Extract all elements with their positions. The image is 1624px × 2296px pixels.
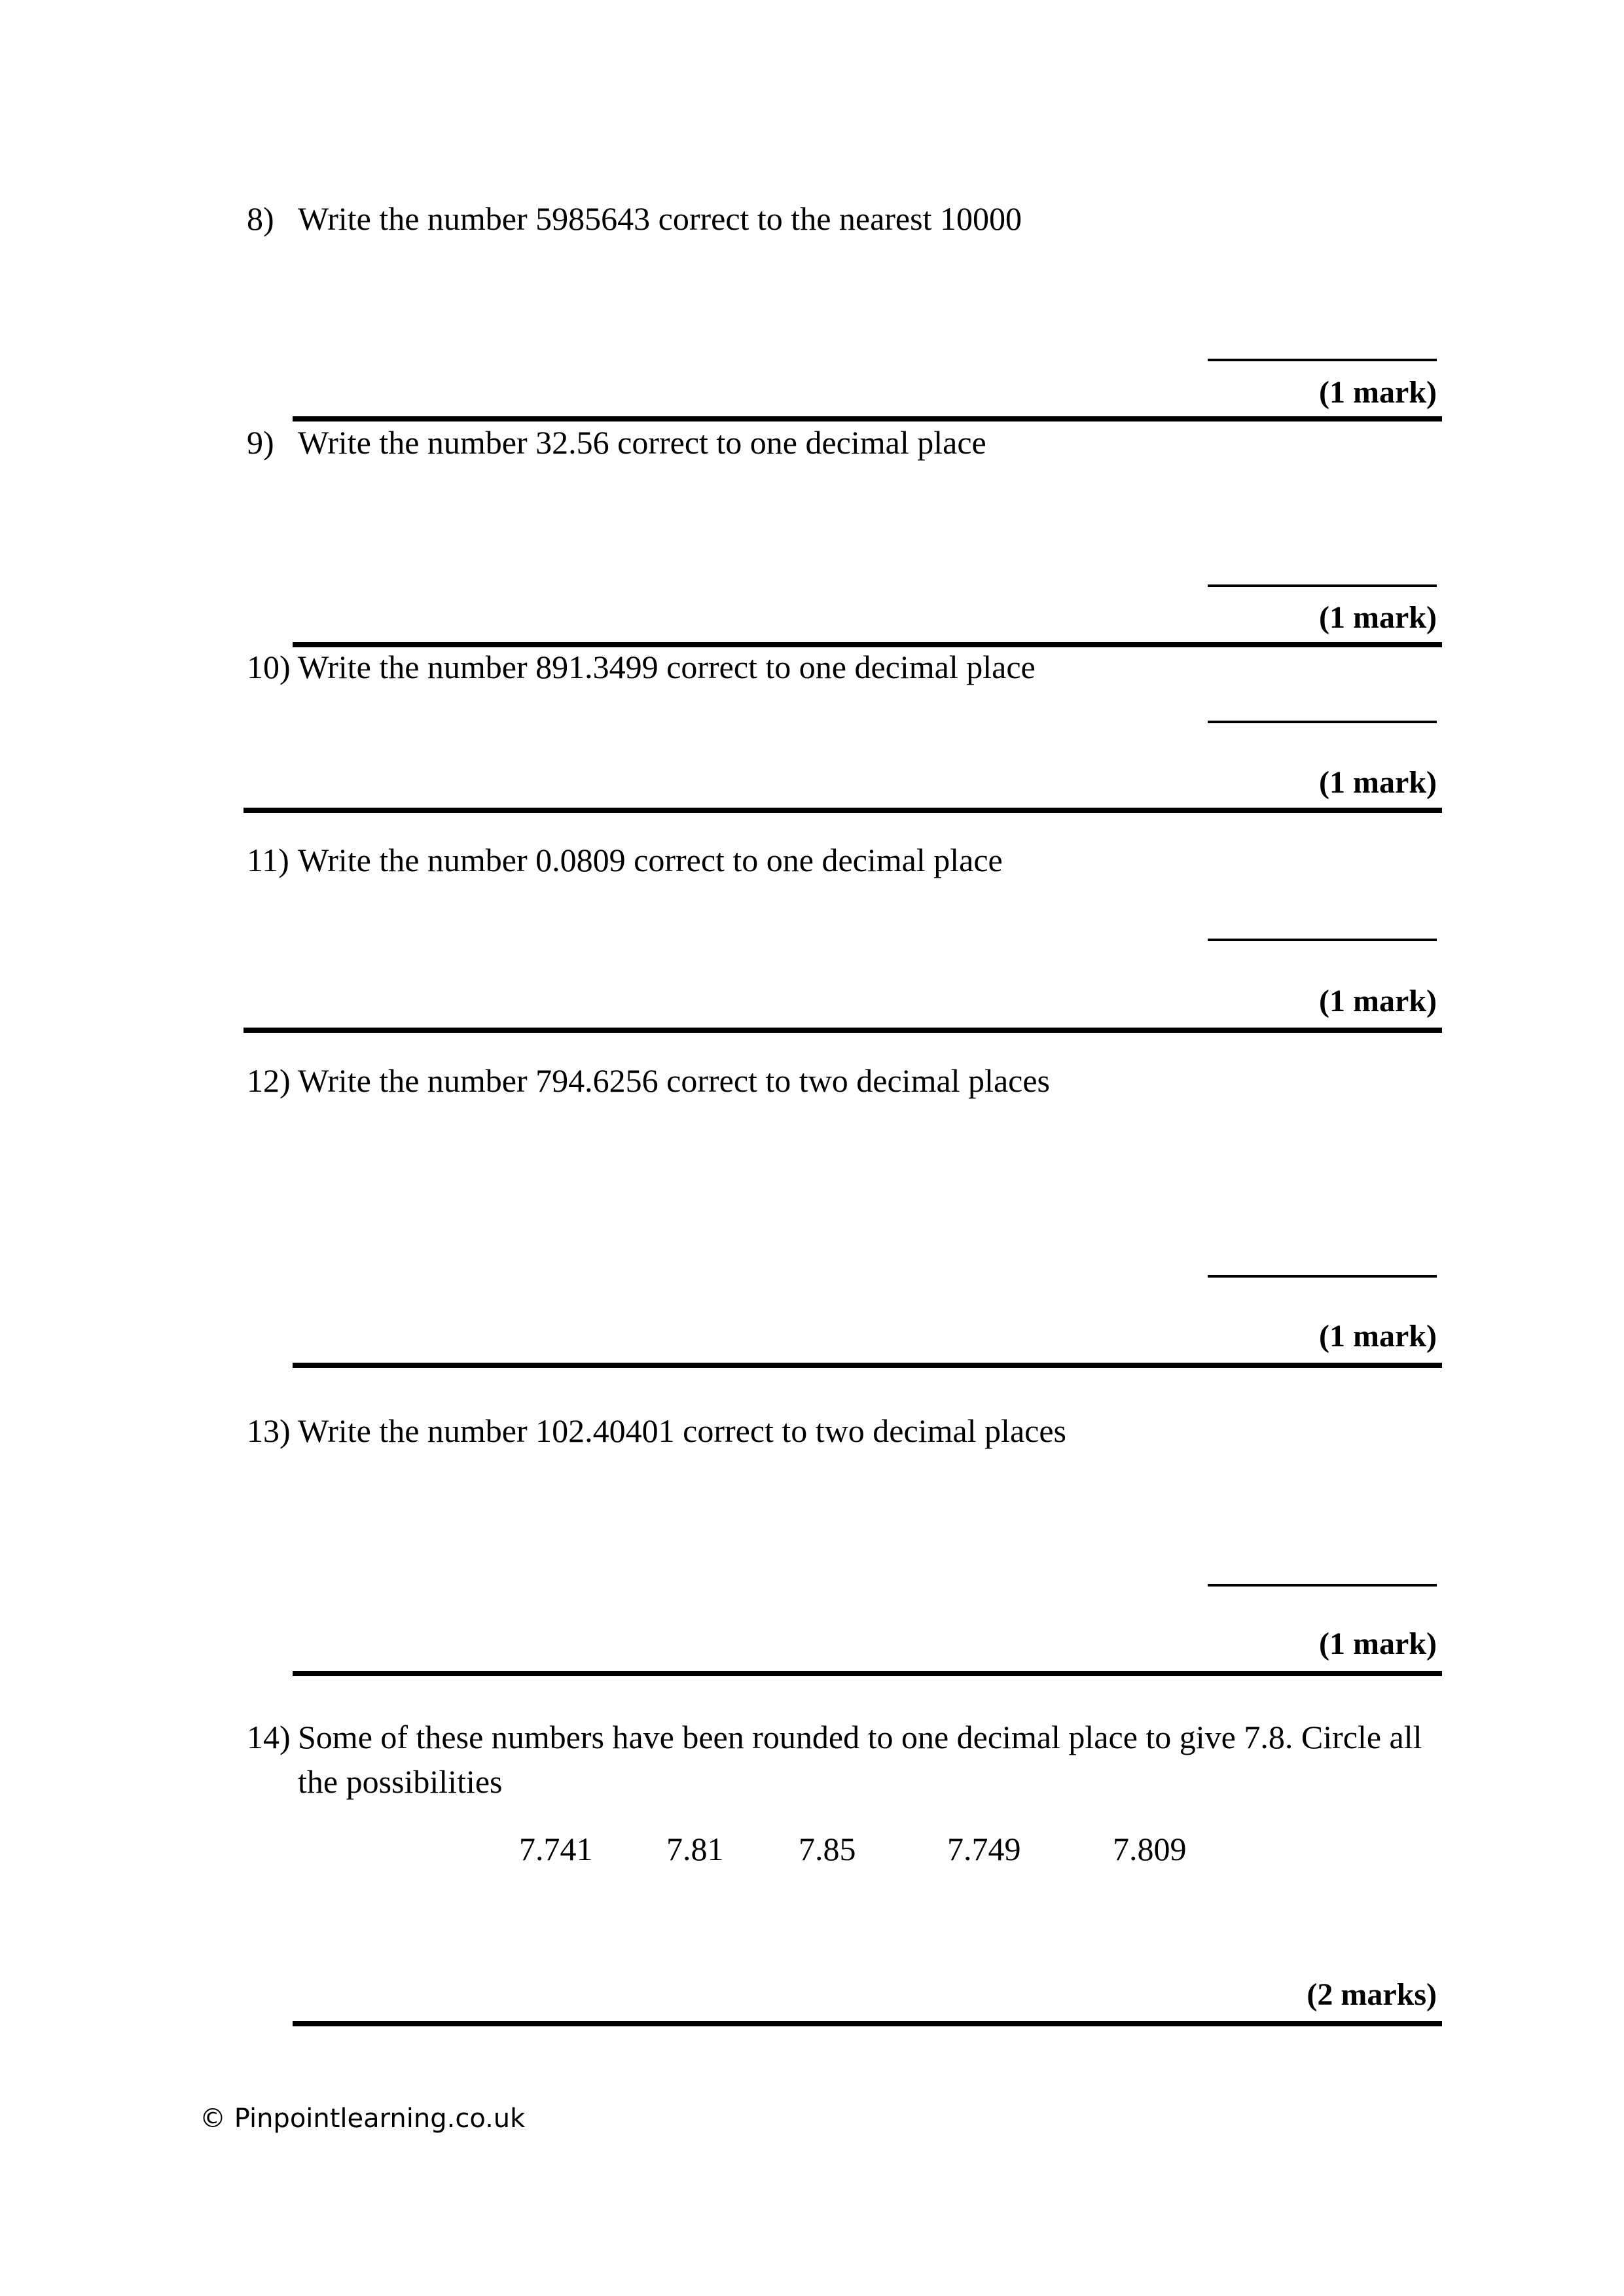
question-number: 13) (247, 1412, 291, 1449)
answer-line-q9[interactable] (1208, 584, 1437, 587)
marks-q10: (1 mark) (1319, 765, 1437, 800)
question-number: 10) (247, 649, 291, 685)
copyright-footer: © Pinpointlearning.co.uk (200, 2104, 526, 2134)
section-divider (293, 1363, 1442, 1368)
option-7-741[interactable]: 7.741 (519, 1831, 593, 1867)
marks-q8: (1 mark) (1319, 375, 1437, 410)
question-text: Write the number 0.0809 correct to one decimal place (298, 842, 1003, 878)
question-number: 11) (247, 842, 289, 878)
section-divider (293, 1671, 1442, 1676)
question-number: 9) (247, 424, 274, 461)
answer-line-q11[interactable] (1208, 939, 1437, 941)
marks-q12: (1 mark) (1319, 1319, 1437, 1354)
marks-q13: (1 mark) (1319, 1626, 1437, 1661)
option-7-809[interactable]: 7.809 (1113, 1831, 1187, 1867)
option-7-81[interactable]: 7.81 (666, 1831, 724, 1867)
question-text: Write the number 32.56 correct to one decimal place (298, 424, 986, 461)
question-number: 14) (247, 1719, 291, 1755)
section-divider (244, 1028, 1442, 1033)
answer-line-q8[interactable] (1208, 359, 1437, 361)
marks-q11: (1 mark) (1319, 984, 1437, 1018)
option-7-85[interactable]: 7.85 (799, 1831, 856, 1867)
question-text: Write the number 891.3499 correct to one decimal place (298, 649, 1036, 685)
question-text-continued: the possibilities (298, 1763, 503, 1800)
question-14-line2 (298, 1759, 503, 1804)
answer-line-q12[interactable] (1208, 1275, 1437, 1278)
marks-q14: (2 marks) (1307, 1977, 1437, 2012)
question-text: Write the number 102.40401 correct to two decimal places (298, 1412, 1066, 1449)
question-text: Some of these numbers have been rounded to one decimal place to give 7.8. Circle all (298, 1719, 1422, 1755)
answer-line-q10[interactable] (1208, 721, 1437, 723)
section-divider (293, 2021, 1442, 2026)
marks-q9: (1 mark) (1319, 600, 1437, 635)
section-divider (244, 808, 1442, 813)
answer-line-q13[interactable] (1208, 1584, 1437, 1587)
question-text: Write the number 794.6256 correct to two decimal places (298, 1062, 1050, 1099)
option-7-749[interactable]: 7.749 (947, 1831, 1021, 1867)
question-number: 8) (247, 200, 274, 237)
question-text: Write the number 5985643 correct to the nearest 10000 (298, 200, 1022, 237)
question-number: 12) (247, 1062, 291, 1099)
